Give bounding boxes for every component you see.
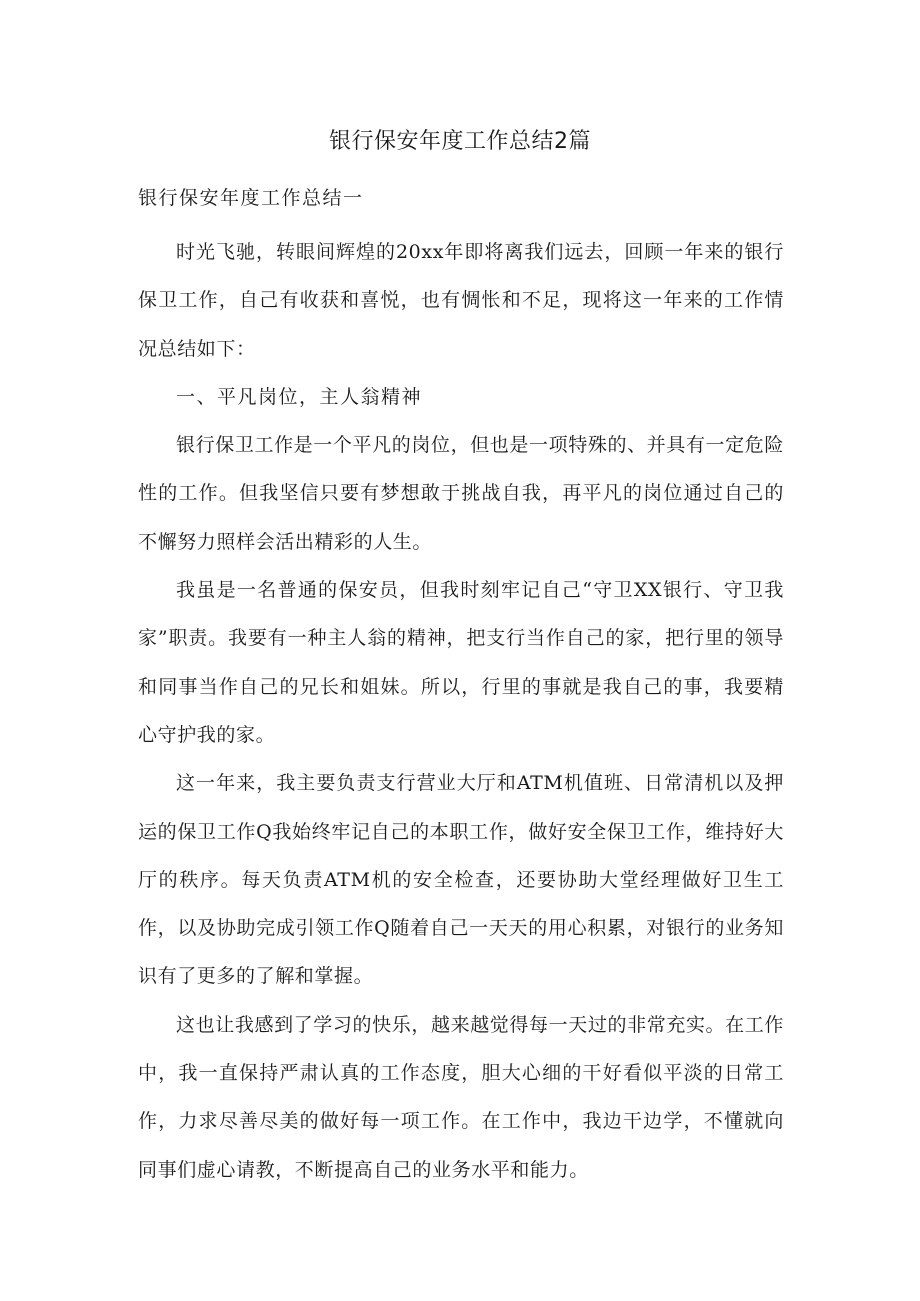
document-title: 银行保安年度工作总结2篇	[329, 129, 591, 154]
section-heading: 银行保安年度工作总结一	[138, 187, 364, 209]
paragraph-ordinary-post: 银行保卫工作是一个平凡的岗位，但也是一项特殊的、并具有一定危险性的工作。但我坚信只要有梦想敢于挑战自我，再平凡的岗位通过自己的不懈努力照样会活出精彩的人生。	[138, 434, 784, 553]
paragraph-duty: 我虽是一名普通的保安员，但我时刻牢记自己“守卫XX银行、守卫我家”职责。我要有一种主人翁的精神，把支行当作自己的家，把行里的领导和同事当作自己的兄长和姐妹。所以，行里的事就是我自己的事，我要精心守护我的家。	[138, 579, 784, 746]
paragraph-learning: 这也让我感到了学习的快乐，越来越觉得每一天过的非常充实。在工作中，我一直保持严肃认真的工作态度，胆大心细的干好看似平淡的日常工作，力求尽善尽美的做好每一项工作。在工作中，我边干边学，不懂就向同事们虚心请教，不断提高自己的业务水平和能力。	[138, 1013, 784, 1181]
paragraph-responsibilities: 这一年来，我主要负责支行营业大厅和ATM机值班、日常清机以及押运的保卫工作Q我始终牢记自己的本职工作，做好安全保卫工作，维持好大厅的秩序。每天负责ATM机的安全检查，还要协助大堂经理做好卫生工作，以及协助完成引领工作Q随着自己一天天的用心积累，对银行的业务知识有了更多的了解和掌握。	[138, 772, 784, 988]
document-body	[138, 228, 784, 1194]
paragraph-intro: 时光飞驰，转眼间辉煌的20xx年即将离我们远去，回顾一年来的银行保卫工作，自己有收获和喜悦，也有惆怅和不足，现将这一年来的工作情况总结如下：	[138, 241, 784, 360]
paragraph-subheading: 一、平凡岗位，主人翁精神	[176, 385, 423, 408]
